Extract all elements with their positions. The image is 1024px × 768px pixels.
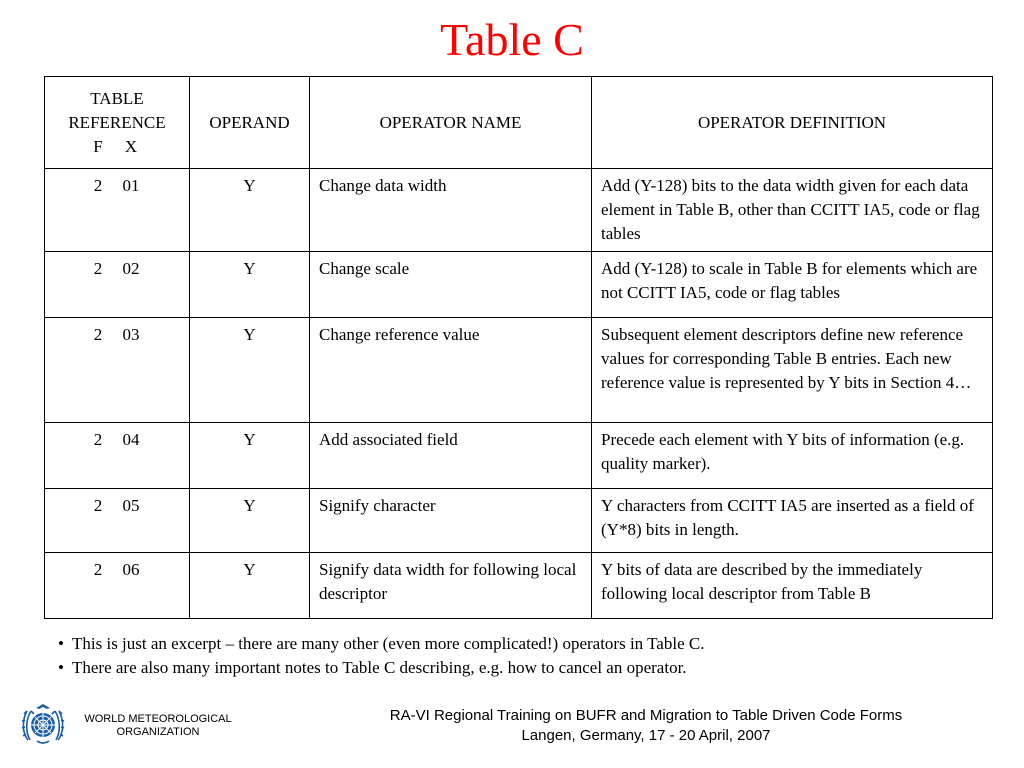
cell-x: 05 [122, 496, 140, 515]
cell-operand: Y [190, 252, 310, 318]
table-header-row [45, 77, 993, 169]
conference-title: RA-VI Regional Training on BUFR and Migration to Table Driven Code Forms [389, 707, 903, 724]
cell-operand: Y [190, 169, 310, 252]
header-operator-name: OPERATOR NAME [310, 77, 592, 169]
header-operand: OPERAND [190, 77, 310, 169]
header-f: F [93, 136, 103, 156]
cell-operator-definition: Add (Y-128) bits to the data width given for each data element in Table B, other than CCITT IA5, code or flag tables [592, 169, 993, 252]
wmo-emblem-icon [18, 700, 68, 750]
cell-operator-name: Change scale [310, 252, 592, 318]
cell-operator-definition: Y characters from CCITT IA5 are inserted as a field of (Y*8) bits in length. [592, 489, 993, 553]
organization-name [78, 713, 238, 739]
operator-table [44, 76, 993, 619]
page-title: Table C [440, 14, 584, 65]
header-x: X [124, 136, 138, 156]
table-row [45, 489, 993, 553]
cell-operator-name: Signify character [310, 489, 592, 553]
table-row [45, 169, 993, 252]
cell-reference [45, 553, 190, 619]
cell-operator-name: Change data width [310, 169, 592, 252]
cell-f: 2 [93, 560, 103, 579]
cell-reference [45, 423, 190, 489]
cell-f: 2 [93, 259, 103, 278]
cell-x: 01 [122, 176, 140, 195]
header-operator-definition: OPERATOR DEFINITION [592, 77, 993, 169]
bullet-icon: • [58, 658, 64, 677]
cell-reference [45, 489, 190, 553]
organization-line: WORLD METEOROLOGICAL [84, 713, 232, 725]
cell-reference [45, 169, 190, 252]
cell-operand: Y [190, 423, 310, 489]
cell-f: 2 [93, 496, 103, 515]
note-text: This is just an excerpt – there are many other (even more complicated!) operators in Table C. [72, 634, 705, 653]
note-item [58, 632, 998, 656]
table-row [45, 423, 993, 489]
header-reference-line: TABLE [90, 88, 144, 108]
cell-x: 06 [122, 560, 140, 579]
note-item [58, 656, 998, 680]
cell-x: 04 [122, 430, 140, 449]
cell-x: 02 [122, 259, 140, 278]
cell-operand: Y [190, 318, 310, 423]
table-row [45, 252, 993, 318]
cell-reference [45, 252, 190, 318]
notes-list [58, 632, 998, 680]
cell-operator-definition: Y bits of data are described by the immediately following local descriptor from Table B [592, 553, 993, 619]
cell-operator-name: Add associated field [310, 423, 592, 489]
bullet-icon: • [58, 634, 64, 653]
note-text: There are also many important notes to Table C describing, e.g. how to cancel an operator. [72, 658, 687, 677]
cell-operator-name: Signify data width for following local descriptor [310, 553, 592, 619]
organization-line: ORGANIZATION [116, 726, 200, 738]
cell-operator-definition: Add (Y-128) to scale in Table B for elements which are not CCITT IA5, code or flag tables [592, 252, 993, 318]
header-table-reference [45, 77, 190, 169]
conference-info [348, 706, 944, 746]
table-row [45, 553, 993, 619]
table-row [45, 318, 993, 423]
cell-f: 2 [93, 430, 103, 449]
cell-x: 03 [122, 325, 140, 344]
cell-operator-name: Change reference value [310, 318, 592, 423]
cell-operator-definition: Subsequent element descriptors define new reference values for corresponding Table B entries. Each new reference value is represented by Y bits in Section 4… [592, 318, 993, 423]
cell-operand: Y [190, 553, 310, 619]
header-reference-line: REFERENCE [68, 112, 166, 132]
cell-operator-definition: Precede each element with Y bits of information (e.g. quality marker). [592, 423, 993, 489]
cell-f: 2 [93, 176, 103, 195]
cell-reference [45, 318, 190, 423]
conference-location-date: Langen, Germany, 17 - 20 April, 2007 [521, 727, 771, 744]
cell-f: 2 [93, 325, 103, 344]
cell-operand: Y [190, 489, 310, 553]
